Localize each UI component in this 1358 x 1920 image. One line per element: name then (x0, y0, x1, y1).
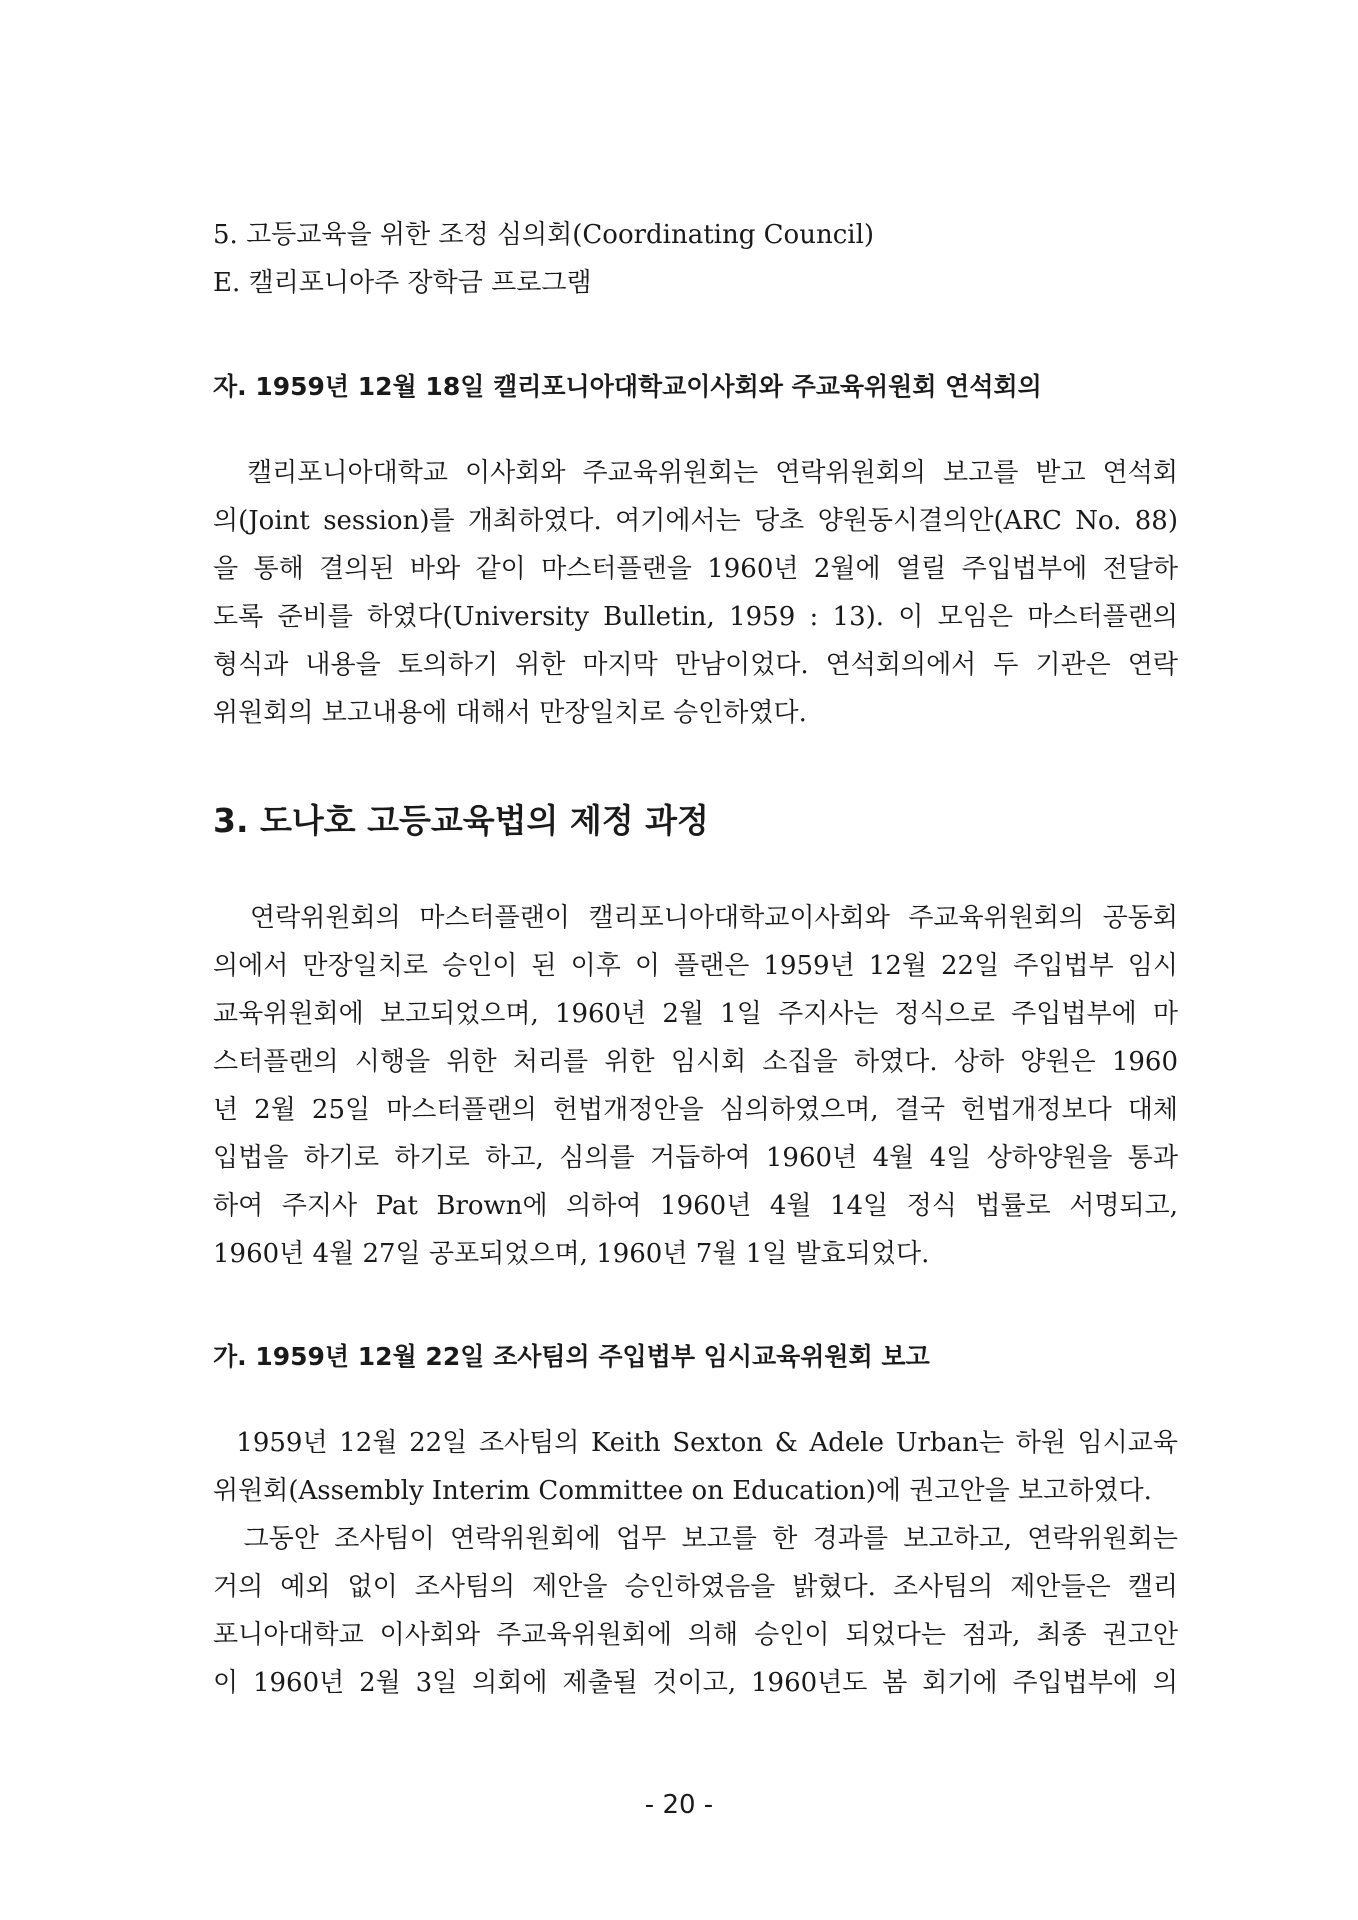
list-item-coordinating-council: 5. 고등교육을 위한 조정 심의회(Coordinating Council) (213, 220, 875, 250)
paragraph-line: 캘리포니아대학교 이사회와 주교육위원회는 연락위원회의 보고를 받고 연석회 (213, 458, 1178, 488)
section-heading-3: 3. 도나호 고등교육법의 제정 과정 (213, 801, 709, 840)
paragraph-line: 포니아대학교 이사회와 주교육위원회에 의해 승인이 되었다는 점과, 최종 권고안 (213, 1620, 1178, 1650)
paragraph-line: 년 2월 25일 마스터플랜의 헌법개정안을 심의하였으며, 결국 헌법개정보다 대체 (213, 1095, 1178, 1125)
list-item-scholarship-program: E. 캘리포니아주 장학금 프로그램 (213, 268, 592, 298)
paragraph-line: 의(Joint session)를 개최하였다. 여기에서는 당초 양원동시결의안(ARC No. 88) (213, 506, 1178, 536)
subsection-heading-ga: 가. 1959년 12월 22일 조사팀의 주입법부 임시교육위원회 보고 (213, 1342, 930, 1371)
subsection-heading-ja: 자. 1959년 12월 18일 캘리포니아대학교이사회와 주교육위원회 연석회의 (213, 372, 1042, 401)
paragraph-line: 스터플랜의 시행을 위한 처리를 위한 임시회 소집을 하였다. 상하 양원은 1960 (213, 1047, 1178, 1077)
paragraph-line: 이 1960년 2월 3일 의회에 제출될 것이고, 1960년도 봄 회기에 주입법부에 의 (213, 1668, 1178, 1698)
paragraph-line: 의에서 만장일치로 승인이 된 이후 이 플랜은 1959년 12월 22일 주입법부 임시 (213, 951, 1178, 981)
paragraph-line: 거의 예외 없이 조사팀의 제안을 승인하였음을 밝혔다. 조사팀의 제안들은 캘리 (213, 1572, 1179, 1602)
paragraph-line: 위원회(Assembly Interim Committee on Education)에 권고안을 보고하였다. (213, 1476, 1152, 1506)
paragraph-line: 도록 준비를 하였다(University Bulletin, 1959 : 13). 이 모임은 마스터플랜의 (213, 602, 1178, 632)
paragraph-line: 연락위원회의 마스터플랜이 캘리포니아대학교이사회와 주교육위원회의 공동회 (213, 903, 1178, 933)
paragraph-line: 교육위원회에 보고되었으며, 1960년 2월 1일 주지사는 정식으로 주입법부에 마 (213, 999, 1178, 1029)
paragraph-line: 을 통해 결의된 바와 같이 마스터플랜을 1960년 2월에 열릴 주입법부에 전달하 (213, 554, 1178, 584)
paragraph-line: 위원회의 보고내용에 대해서 만장일치로 승인하였다. (213, 698, 807, 728)
paragraph-line: 1960년 4월 27일 공포되었으며, 1960년 7월 1일 발효되었다. (213, 1239, 930, 1269)
paragraph-line: 1959년 12월 22일 조사팀의 Keith Sexton & Adele Urban는 하원 임시교육 (213, 1428, 1178, 1458)
paragraph-line: 그동안 조사팀이 연락위원회에 업무 보고를 한 경과를 보고하고, 연락위원회는 (213, 1524, 1178, 1554)
paragraph-line: 형식과 내용을 토의하기 위한 마지막 만남이었다. 연석회의에서 두 기관은 연락 (213, 650, 1179, 680)
paragraph-line: 하여 주지사 Pat Brown에 의하여 1960년 4월 14일 정식 법률로 서명되고, (213, 1191, 1178, 1221)
paragraph-line: 입법을 하기로 하기로 하고, 심의를 거듭하여 1960년 4월 4일 상하양원을 통과 (213, 1143, 1178, 1173)
page-number: - 20 - (644, 1790, 714, 1820)
